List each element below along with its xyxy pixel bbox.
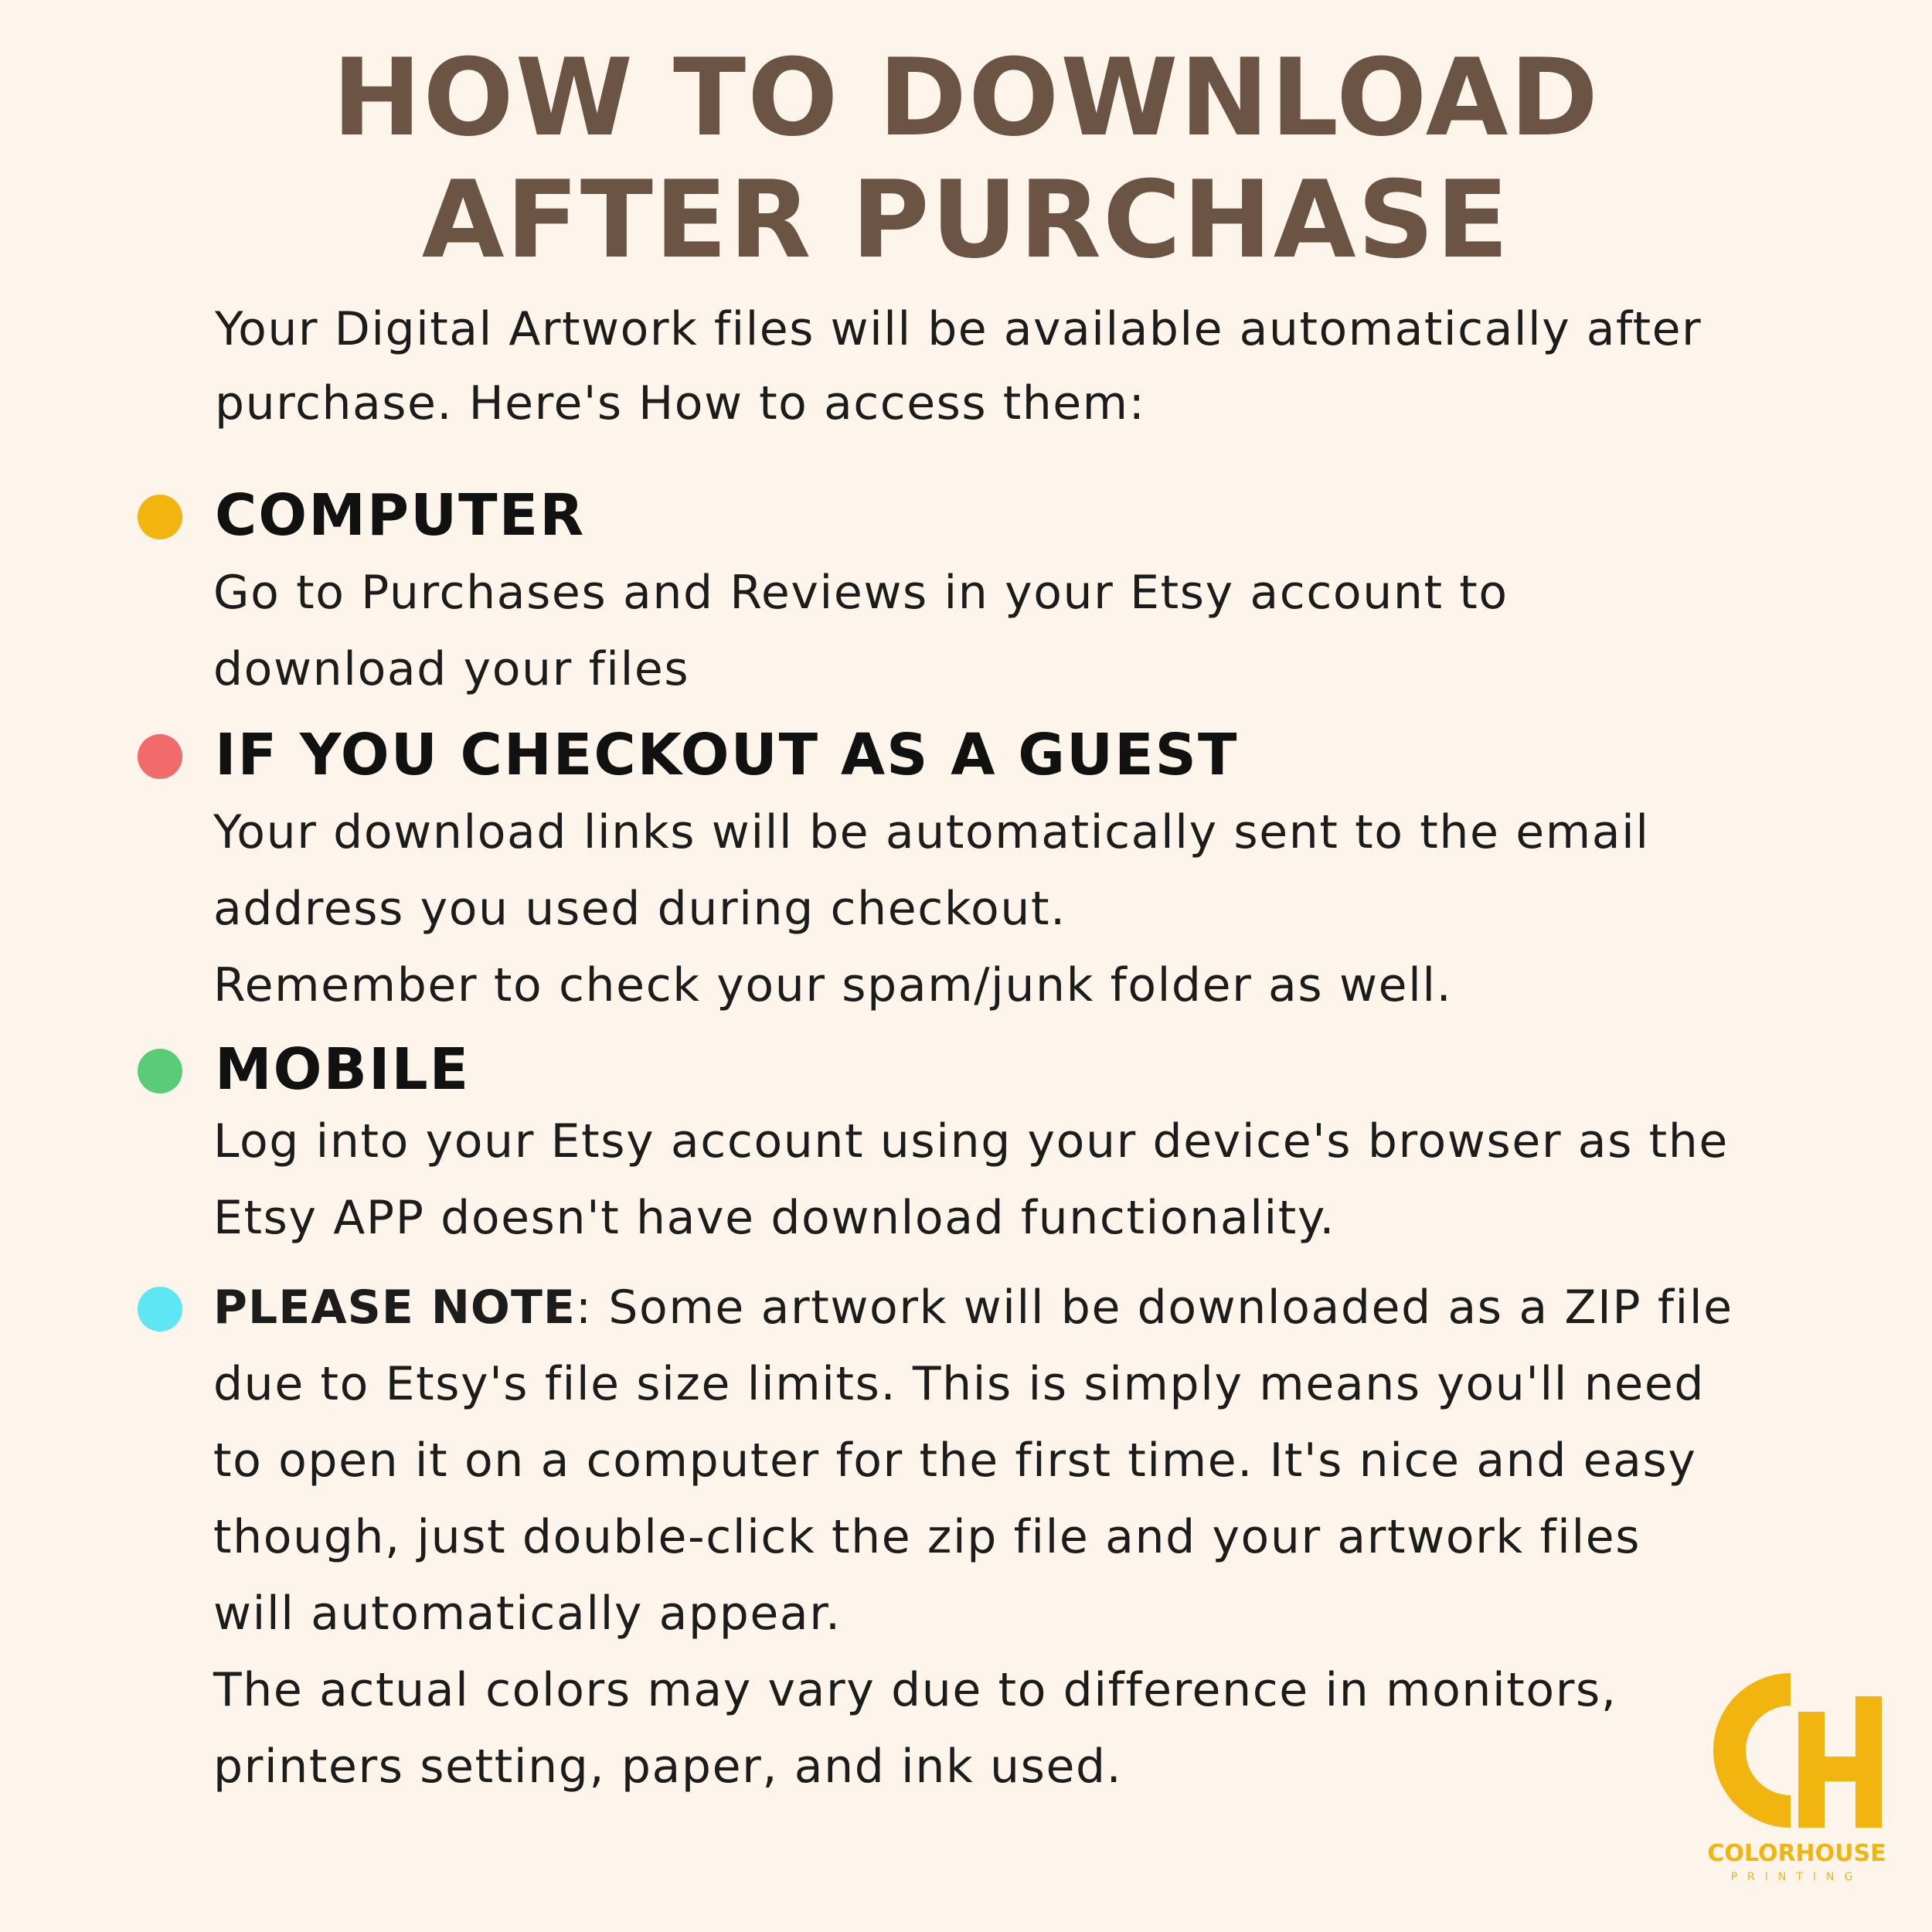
section-body-mobile <box>213 1104 1836 1257</box>
bullet-dot-mobile <box>138 1049 182 1094</box>
section-line: Log into your Etsy account using your device's browser as the <box>213 1114 1729 1168</box>
section-heading-mobile: MOBILE <box>215 1036 471 1103</box>
logo-subtext: PRINTING <box>1730 1871 1863 1883</box>
title-line-2: AFTER PURCHASE <box>421 158 1511 282</box>
section-heading-guest: IF YOU CHECKOUT AS A GUEST <box>215 722 1239 788</box>
section-line: Your download links will be automatically sent to the email <box>213 805 1650 859</box>
note-line: printers setting, paper, and ink used. <box>213 1740 1123 1794</box>
logo-c-shape <box>1713 1673 1791 1828</box>
note-line: due to Etsy's file size limits. This is simply means you'll need <box>213 1357 1706 1411</box>
note-body <box>213 1270 1836 1805</box>
logo-wordmark: COLORHOUSE <box>1707 1840 1886 1867</box>
section-line: Go to Purchases and Reviews in your Etsy account to <box>213 566 1509 620</box>
title-line-1: HOW TO DOWNLOAD <box>332 36 1600 160</box>
section-body-guest <box>213 794 1836 1024</box>
section-body-computer <box>213 555 1836 708</box>
intro-text <box>215 292 1822 440</box>
note-line: though, just double-click the zip file and your artwork files <box>213 1510 1641 1564</box>
note-line: The actual colors may vary due to difference in monitors, <box>213 1663 1617 1717</box>
page-title <box>0 37 1932 281</box>
note-first-line-rest: : Some artwork will be downloaded as a ZIP file <box>575 1281 1733 1335</box>
intro-line-1: Your Digital Artwork files will be available automatically after <box>215 302 1702 356</box>
note-line: will automatically appear. <box>213 1587 842 1641</box>
logo-h-bar <box>1798 1757 1882 1781</box>
section-heading-computer: COMPUTER <box>215 482 586 549</box>
bullet-dot-guest <box>138 734 182 779</box>
section-line: address you used during checkout. <box>213 882 1066 936</box>
bullet-dot-computer <box>138 495 182 539</box>
ch-logo-mark <box>1704 1665 1889 1889</box>
bullet-dot-note <box>138 1287 182 1332</box>
note-line: to open it on a computer for the first time. It's nice and easy <box>213 1434 1697 1488</box>
colorhouse-logo <box>1704 1665 1889 1889</box>
section-line: download your files <box>213 642 690 696</box>
note-label: PLEASE NOTE <box>213 1281 576 1335</box>
section-line: Remember to check your spam/junk folder as well. <box>213 958 1453 1012</box>
note-first-line <box>213 1270 1836 1346</box>
intro-line-2: purchase. Here's How to access them: <box>215 376 1146 430</box>
section-line: Etsy APP doesn't have download functionality. <box>213 1191 1336 1245</box>
